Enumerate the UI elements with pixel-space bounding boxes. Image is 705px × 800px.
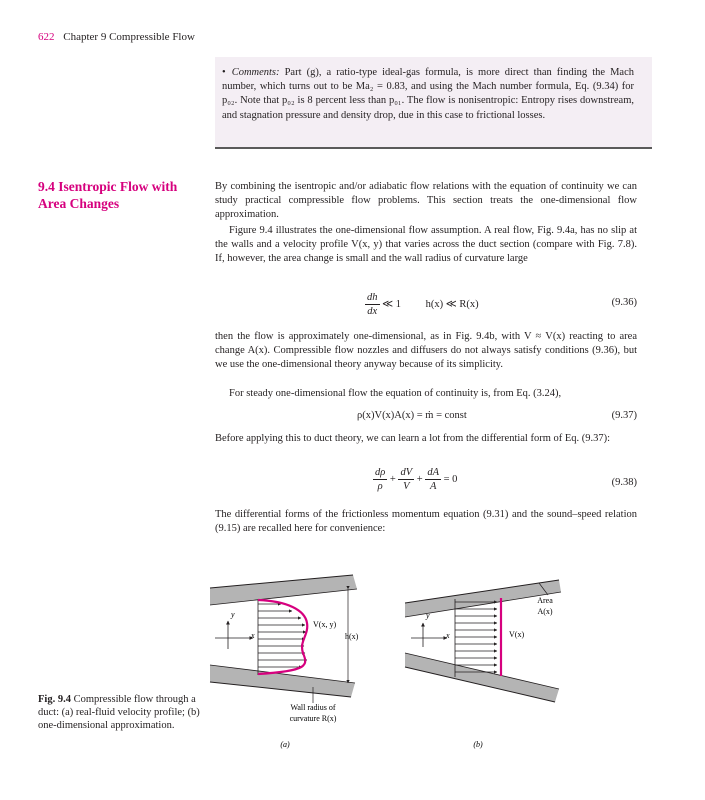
eq38-t3-den: A [429,481,437,492]
eq38-t2-num: dV [400,467,413,478]
fig-a-wall-label-2: curvature R(x) [289,714,337,723]
eq36-number: (9.36) [611,297,637,308]
equation-9-38 [373,466,457,493]
fig-a-vprofile-label: V(x, y) [313,620,337,629]
equation-9-36 [365,291,479,318]
fig-a [210,575,359,749]
paragraph-5: Before applying this to duct theory, we can learn a lot from the differential form of Eq. (9.37): [215,433,611,444]
fig-a-label: (a) [280,740,290,749]
eq37-number: (9.37) [611,410,637,421]
comment-label: Comments: [231,67,280,78]
running-header [38,31,195,43]
eq38-t3-num: dA [427,467,439,478]
fig-a-h-label: h(x) [345,632,359,641]
fig-b-area-label-2: A(x) [537,607,553,616]
fig-a-y-label: y [231,610,235,619]
eq38-rhs: = 0 [443,473,458,485]
eq36-relation: ≪ 1 [382,298,401,310]
eq38-number: (9.38) [611,477,637,488]
eq38-t1-den: ρ [377,481,383,492]
caption-label: Fig. 9.4 [38,694,71,705]
comment-text [222,66,634,123]
fig-b [405,580,561,749]
fig-b-area-label-1: Area [537,596,553,605]
fig-b-velocity-arrows [455,602,497,672]
fig-a-velocity-arrows [258,604,307,667]
eq38-t1-num: dρ [375,467,386,478]
fig-b-bottom-wall [405,653,559,702]
fig-a-top-wall [210,575,357,605]
figure-9-4 [205,565,565,755]
chapter-title: Chapter 9 Compressible Flow [63,31,195,43]
eq36-rhs: h(x) ≪ R(x) [425,298,479,310]
eq36-denominator: dx [367,306,378,317]
section-heading: 9.4 Isentropic Flow with Area Changes [38,179,178,211]
eq38-plus-2: + [416,473,423,485]
paragraph-2: Figure 9.4 illustrates the one-dimensional flow assumption. A real flow, Fig. 9.4a, has no slip at the walls and a velocity profile V(x, y) that varies across the duct section (compare with Fig. 7.8). If, however, the area change is small and the wall radius of curvature large [215,225,637,265]
paragraph-1: By combining the isentropic and/or adiabatic flow relations with the equation of continuity we can study practical compressible flow problems. This section treats the one-dimensional flow approximation. [215,181,637,221]
caption-text: Compressible flow through a duct: (a) real-fluid velocity profile; (b) one-dimensional approximation. [38,694,200,731]
equation-9-37: ρ(x)V(x)A(x) = ṁ = const [357,410,467,421]
page-number: 622 [38,31,55,43]
fig-b-y-label: y [426,611,430,620]
fig-b-x-label: x [446,631,450,640]
bullet: • [222,67,226,78]
paragraph-3: then the flow is approximately one-dimensional, as in Fig. 9.4b, with V ≈ V(x) reacting to area change A(x). Compressible flow nozzles and diffusers do not always satisfy conditions (9.36), but we use the one-dimensional theory anyway because of its simplicity. [215,331,637,371]
fig-b-vx-label: V(x) [509,630,525,639]
eq38-t2-den: V [403,481,410,492]
fig-b-label: (b) [473,740,483,749]
fig-a-bottom-wall [210,665,355,697]
paragraph-6: The differential forms of the frictionless momentum equation (9.31) and the sound–speed relation (9.15) are recalled here for convenience: [215,509,637,535]
eq36-numerator: dh [367,292,378,303]
fig-a-x-label: x [251,631,255,640]
paragraph-4: For steady one-dimensional flow the equation of continuity is, from Eq. (3.24), [229,388,562,399]
eq38-plus-1: + [389,473,396,485]
comment-body: Part (g), a ratio-type ideal-gas formula, is more direct than finding the Mach number, which turns out to be Ma₂ = 0.83, and using the Mach number formula, Eq. (9.34) for p₀₂. Note that p₀₂ is 8 percent less than p₀₁. The flow is nonisentropic: Entropy rises downstream, and stagnation pressure and density drop, due in this case to frictional losses. [222,67,634,121]
fig-a-wall-label-1: Wall radius of [290,703,336,712]
figure-caption [38,693,208,732]
